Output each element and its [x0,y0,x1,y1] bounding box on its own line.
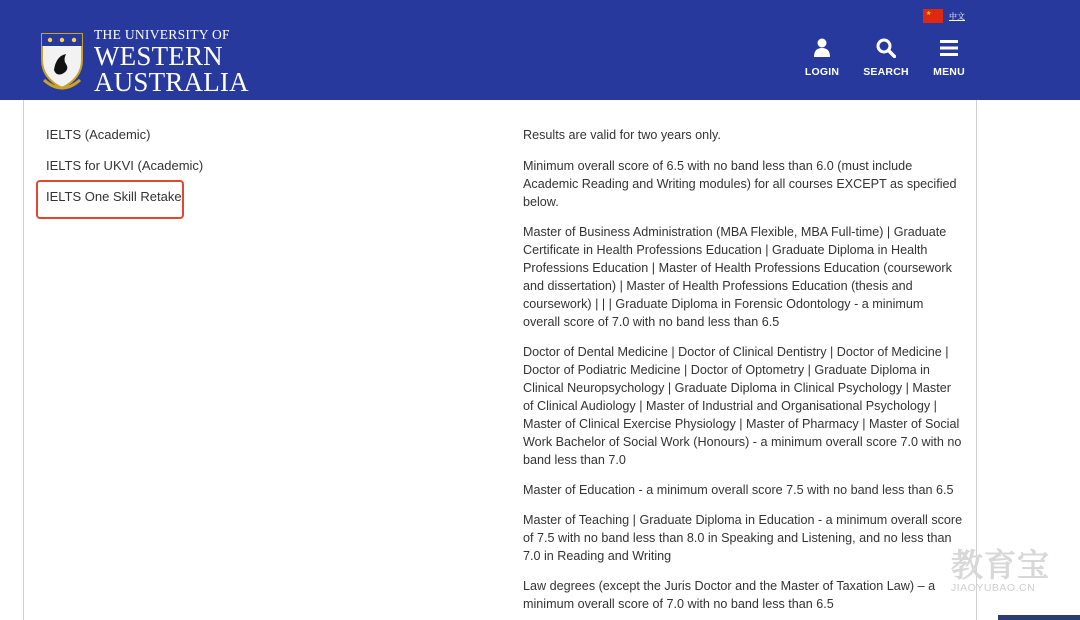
requirement-text: Law degrees (except the Juris Doctor and the Master of Taxation Law) – a minimum overall score of 7.0 with no band less than 6.5 [523,579,936,611]
menu-button[interactable] [919,38,979,80]
requirement-text: Minimum overall score of 6.5 with no band less than 6.0 (must include Academic Reading and Writing modules) for all courses EXCEPT as specified below. [523,159,957,209]
search-label: SEARCH [863,66,909,78]
language-switcher[interactable] [923,9,965,23]
requirement-minimum [523,157,963,211]
requirement-text: Doctor of Dental Medicine | Doctor of Clinical Dentistry | Doctor of Medicine | Doctor of Podiatric Medicine | Doctor of Optometry | Graduate Diploma in Clinical Neuropsychology | Graduate Diploma in Clinical Psychology | Master of Clinical Audiology | Master of Industrial and Organisational Psychology | Master of Clinical Exercise Physiology | Master of Pharmacy | Master of Social Work Bachelor of Social Work (Honours) - a minimum overall score 7.0 with no band less than 7.0 [523,345,962,467]
requirement-medicine [523,343,963,469]
requirement-text: Master of Business Administration (MBA Flexible, MBA Full-time) | Graduate Certificate in Health Professions Education | Graduate Diploma in Health Professions Education | Master of Health Professions Education (coursework and dissertation) | Master of Health Professions Education (thesis and coursework) | | | Graduate Diploma in Forensic Odontology - a minimum overall score of 7.0 with no band less than 6.5 [523,225,952,329]
watermark-en: JIAOYUBAO.CN [951,582,1036,594]
uwa-logo[interactable] [36,26,249,96]
watermark [951,548,1063,596]
requirement-law [523,577,963,613]
login-label: LOGIN [804,66,840,78]
person-icon [813,38,831,58]
requirement-education [523,481,963,499]
test-type-ielts-academic: IELTS (Academic) [46,127,151,142]
hamburger-icon [939,38,959,58]
login-button[interactable] [792,38,852,80]
watermark-cn: 教育宝 [951,547,1051,583]
menu-label: MENU [933,66,965,78]
china-flag-icon: ★ [923,9,943,23]
requirement-mba-health [523,223,963,331]
crest-icon [36,30,88,92]
search-icon [876,38,896,58]
corner-bar [998,615,1080,620]
search-button[interactable] [856,38,916,80]
requirement-teaching [523,511,963,565]
site-header [0,0,1080,100]
logo-line-1: THE UNIVERSITY OF [94,27,230,42]
logo-line-2: WESTERN [94,40,223,71]
requirement-text: Master of Education - a minimum overall score 7.5 with no band less than 6.5 [523,483,954,497]
requirement-validity [523,126,963,144]
test-type-ielts-one-skill-retake: IELTS One Skill Retake [46,189,182,204]
requirement-text: Results are valid for two years only. [523,128,721,142]
logo-line-3: AUSTRALIA [94,66,249,97]
language-link[interactable]: 中文 [949,11,965,21]
requirement-text: Master of Teaching | Graduate Diploma in Education - a minimum overall score of 7.5 with no band less than 8.0 in Speaking and Listening, and no less than 7.0 in Reading and Writing [523,513,963,563]
test-type-ielts-ukvi: IELTS for UKVI (Academic) [46,158,204,173]
